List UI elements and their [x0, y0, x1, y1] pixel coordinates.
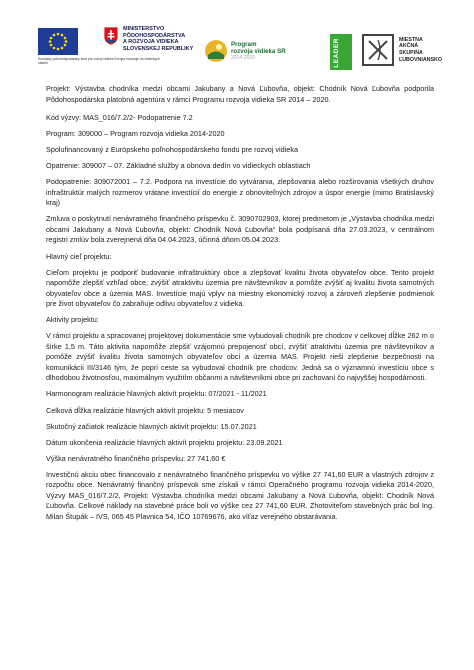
end-date-line: Dátum ukončenia realizácie hlavných aktivít projektu projektu: 23.09.2021 [46, 437, 283, 447]
investment-paragraph: Investičnú akciu obec financovalo z nenávratného finančného príspevku vo výške 27 741,60 EUR a vlastných zdrojov z rozpočtu obce. Nenávratný finančný príspevok sme získali v rámci Operačného programu rozvoja vidieka 2014-2020, Výzvy MAS_016/7.2/2, Projekt: Výstavba chodníka medzi obcami Jakubany a Nová Ľubovňa, objekt: Chodník Nová Ľubovňa. Celkové náklady na stavebné práce boli vo výške cez 27 741,60 EUR. Zhotoviteľom stavebných prác bol Ing. Milan Štupák – IVS, 065 45 Plavnica 54, IČO 10769676, ako víťaz verejného obstarávania. [46, 469, 434, 521]
program-line: Program: 309000 – Program rozvoja vidieka 2014-2020 [46, 129, 225, 139]
mas-logo [362, 34, 472, 66]
mas-text: MIESTNA AKČNÁ SKUPINA ĽUBOVNIANSKO [399, 36, 442, 63]
ministry-text: MINISTERSTVO PÔDOHOSPODÁRSTVA A ROZVOJA VIDIEKA SLOVENSKEJ REPUBLIKY [123, 26, 194, 52]
mas-emblem-icon [362, 34, 394, 66]
eu-flag-icon [38, 28, 78, 55]
goal-heading: Hlavný cieľ projektu: [46, 251, 112, 261]
activities-paragraph: V rámci projektu a spracovanej projektovej dokumentácie sme vybudovali chodník pre chodcov v celkovej dĺžke 262 m o šírke 1,5 m. Táto aktivita napomôže zlepšiť vzájomnú prepojenosť obcí, zvýšiť atraktivitu územia pre návštevníkov a pomôže zvýšiť kvalitu života samotných obyvateľov obcí a územia MAS. Projekt rieši zlepšenie bezpečnosti na komunikácii III/3146 tým, že popri ceste sa vybudoval chodník pre chodcov. Jedná sa o významnú investíciu obce s dlhodobou životnosťou, maximálnym využitím občanmi a návštevníkmi obce pri zachovaní čo najvyššej hospodárnosti. [46, 331, 434, 383]
start-date-line: Skutočný začiatok realizácie hlavných aktivít projektu: 15.07.2021 [46, 421, 257, 431]
project-paragraph: Projekt: Výstavba chodníka medzi obcami Jakubany a Nová Ľubovňa, objekt: Chodník Nová Ľubovňa podporila Pôdohospodárska platobná agentúra v rámci Programu rozvoja vidieka SR 2014 – 2020. [46, 84, 434, 104]
measure-line: Opatrenie: 309007 – 07. Základné služby a obnova dedín vo vidieckych oblastiach [46, 161, 311, 171]
goal-paragraph: Cieľom projektu je podporiť budovanie infraštruktúry obce a zlepšovať kvalitu života obyvateľov obce. Tento projekt napomôže zlepšiť vzhľad obce, zvýšiť atraktivitu územia pre návštevníkov a pomôže zvýšiť aj kvalitu života samotných obyvateľov obce a územia MAS. Investície majú vplyv na miestny ekonomický rozvoj a zároveň zlepšenie podmienok pre život obyvateľov čo zabraňuje odlivu obyvateľov z vidieka. [46, 267, 434, 309]
leader-logo [330, 34, 352, 70]
grant-amount-line: Výška nenávratného finančného príspevku: 27 741,60 € [46, 453, 226, 463]
cofinancing-line: Spolufinancovaný z Európskeho poľnohospodárskeho fondu pre rozvoj vidieka [46, 145, 299, 155]
logo-header [0, 0, 474, 80]
contract-paragraph: Zmluva o poskytnutí nenávratného finančného príspevku č. 3090702903, ktorej predmetom je „Výstavba chodníka medzi obcami Jakubany a Nová Ľubovňa, objekt: Chodník Nová Ľubovňa“ bola podpísaná dňa 27.03.2023, v centrálnom registri zmlúv bola zverejnená dňa 04.04.2023, účinná dňom 05.04.2023. [46, 214, 434, 245]
duration-line: Celková dĺžka realizácie hlavných aktivít projektu: 5 mesiacov [46, 405, 244, 415]
schedule-line: Harmonogram realizácie hlavných aktivít projektu: 07/2021 - 11/2021 [46, 389, 267, 399]
program-logo [205, 40, 315, 62]
slovak-coat-of-arms-icon [103, 26, 119, 46]
program-text: Program rozvoja vidieka SR 2014-2020 [231, 40, 286, 61]
program-emblem-icon [205, 40, 227, 62]
leader-text: LEADER [333, 38, 340, 68]
activities-heading: Aktivity projektu: [46, 315, 99, 325]
document-body [46, 84, 434, 528]
ministry-logo [103, 26, 203, 52]
submeasure-paragraph: Podopatrenie: 309072001 – 7.2. Podpora na investície do vytvárania, zlepšovania alebo rozširovania všetkých druhov infraštruktúr malých rozmerov vrátane investícií do energie z obnoviteľných zdrojov a úspor energie (mimo Bratislavský kraj) [46, 177, 434, 208]
call-code: Kód výzvy: MAS_016/7.2/2- Podopatrenie 7.2 [46, 113, 193, 122]
eu-fund-text: Európsky poľnohospodársky fond pre rozvoj vidieka Európa investuje do vidieckych oblastí [38, 57, 160, 65]
